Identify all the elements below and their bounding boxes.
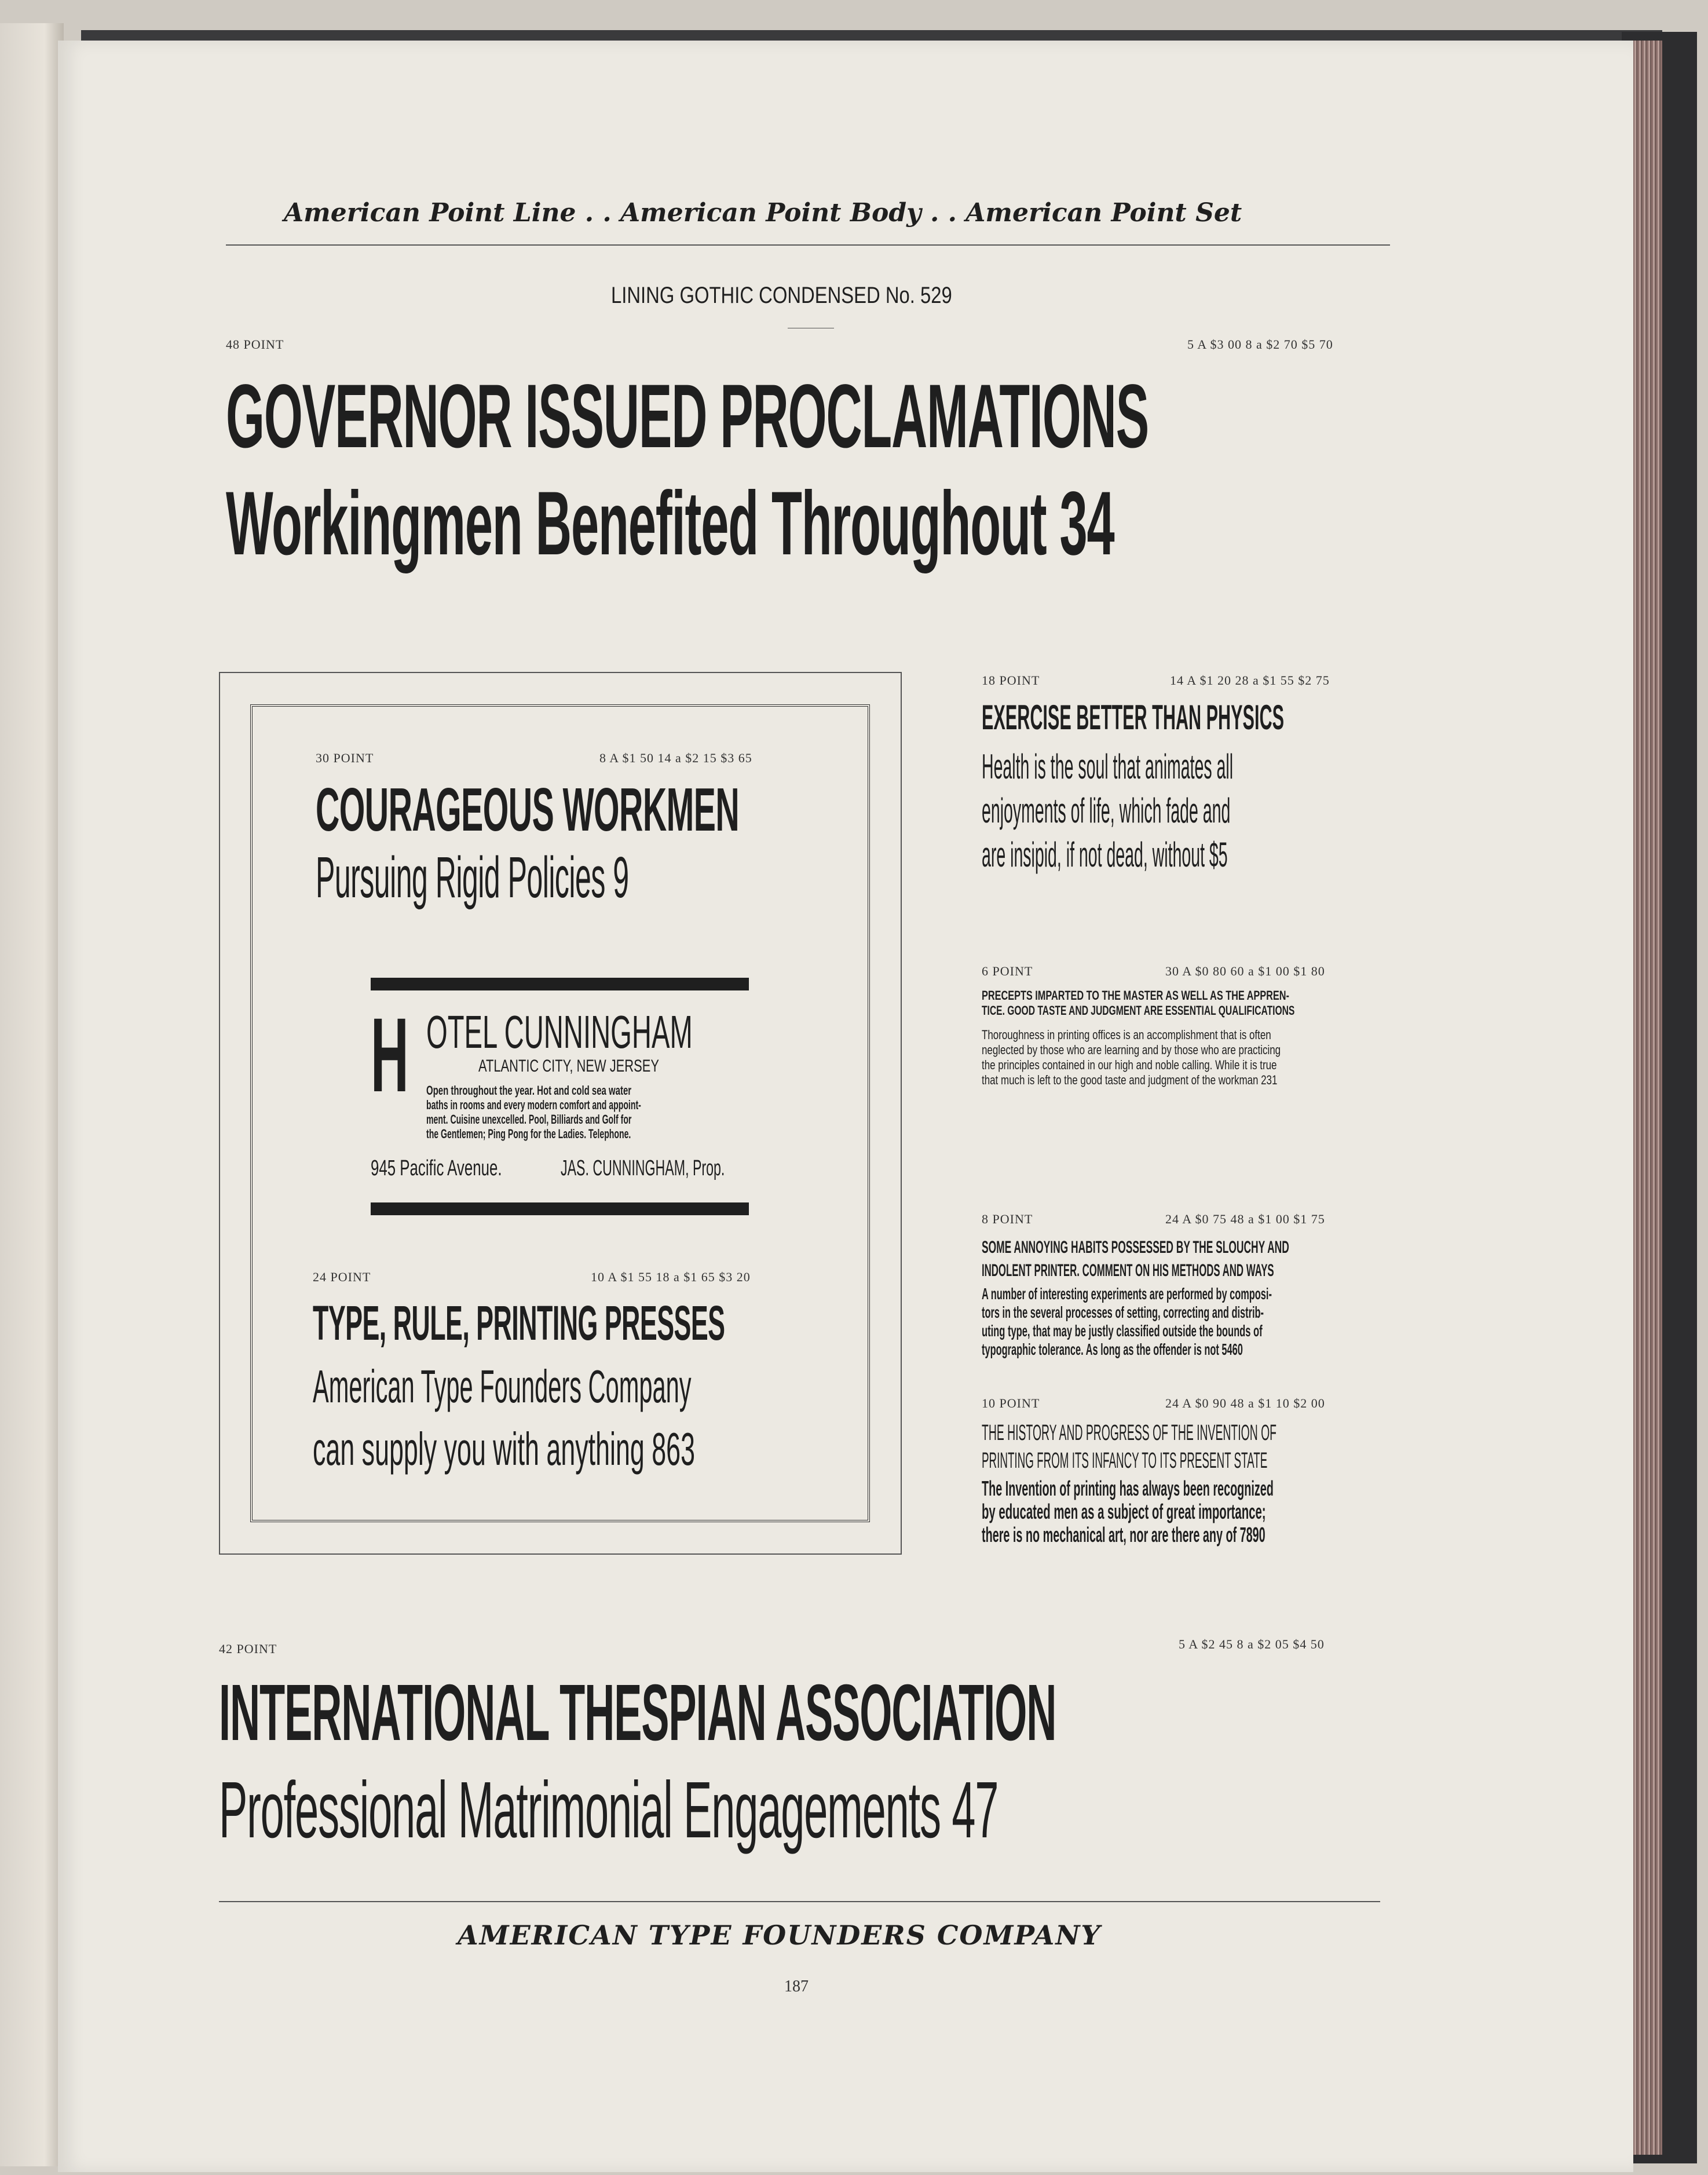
box30-line2 (316, 845, 942, 908)
right8-line: typographic tolerance. As long as the offender is not 5460 (982, 1340, 1243, 1358)
hotel-initial-letter: H (371, 996, 409, 1114)
hotel-name-text: OTEL CUNNINGHAM (426, 1006, 693, 1058)
point-size-18: 18 POINT (982, 673, 1040, 688)
headline-48-line2-text: Workingmen Benefited Throughout 34 (226, 473, 1114, 574)
right8-line: tors in the several processes of setting, correcting and distrib- (982, 1303, 1264, 1321)
hotel-proprietor (561, 1156, 830, 1181)
box30-line2-text: Pursuing Rigid Policies 9 (316, 845, 629, 910)
headline-48-line1 (226, 365, 1396, 467)
right10-caps-line: PRINTING FROM ITS INFANCY TO ITS PRESENT STATE (982, 1449, 1268, 1473)
hotel-address (371, 1156, 564, 1181)
price-48: 5 A $3 00 8 a $2 70 $5 70 (1187, 337, 1333, 352)
headline-48-line1-text: GOVERNOR ISSUED PROCLAMATIONS (226, 366, 1149, 467)
headline-42-line2-text: Professional Matrimonial Engagements 47 (219, 1765, 999, 1855)
hotel-body (426, 1083, 751, 1141)
hotel-initial (371, 996, 409, 1114)
right6-caps-line: TICE. GOOD TASTE AND JUDGMENT ARE ESSENTIAL QUALIFICATIONS (982, 1003, 1295, 1018)
hotel-location-text: ATLANTIC CITY, NEW JERSEY (478, 1057, 659, 1076)
right10-caps (982, 1419, 1560, 1475)
headline-42-line2 (219, 1764, 1676, 1855)
hotel-body-line: ment. Cuisine unexcelled. Pool, Billiards and Golf for (426, 1112, 632, 1127)
price-18: 14 A $1 20 28 a $1 55 $2 75 (1170, 673, 1330, 688)
right6-caps-line: PRECEPTS IMPARTED TO THE MASTER AS WELL AS THE APPREN- (982, 988, 1289, 1003)
point-size-8: 8 POINT (982, 1212, 1033, 1226)
right18-line: enjoyments of life, which fade and (982, 791, 1231, 830)
right6-body (982, 1028, 1370, 1088)
box24-line1-text: TYPE, RULE, PRINTING PRESSES (313, 1296, 725, 1350)
right8-caps-line: INDOLENT PRINTER. COMMENT ON HIS METHODS AND WAYS (982, 1261, 1274, 1280)
right6-caps (982, 988, 1422, 1018)
hotel-bottom-bar (371, 1202, 749, 1215)
right8-caps (982, 1236, 1512, 1282)
point-size-48: 48 POINT (226, 337, 284, 352)
box24-line1 (313, 1295, 1086, 1350)
right10-line: by educated men as a subject of great importance; (982, 1500, 1266, 1523)
right10-body (982, 1477, 1512, 1547)
previous-page-edge (0, 23, 64, 2166)
right18-head-text: EXERCISE BETTER THAN PHYSICS (982, 698, 1284, 737)
right6-line: neglected by those who are learning and by those who are practicing (982, 1043, 1281, 1057)
right8-line: A number of interesting experiments are performed by composi- (982, 1285, 1272, 1303)
hotel-body-line: baths in rooms and every modern comfort and appoint- (426, 1098, 641, 1112)
page-number: 187 (784, 1977, 809, 1995)
right18-head (982, 697, 1575, 737)
headline-48-line2 (226, 472, 1396, 574)
box24-line2-text: American Type Founders Company (313, 1361, 692, 1412)
page (58, 41, 1633, 2172)
right18-line: are insipid, if not dead, without $5 (982, 835, 1228, 874)
box24-line2 (313, 1360, 1041, 1412)
right6-line: the principles contained in our high and noble calling. While it is true (982, 1058, 1277, 1072)
hotel-body-line: Open throughout the year. Hot and cold sea water (426, 1083, 632, 1098)
hotel-address-text: 945 Pacific Avenue. (371, 1156, 502, 1180)
headline-42-line1 (219, 1667, 1708, 1757)
hotel-proprietor-text: JAS. CUNNINGHAM, Prop. (561, 1156, 725, 1180)
right6-line: that much is left to the good taste and judgment of the workman 231 (982, 1073, 1278, 1087)
price-42: 5 A $2 45 8 a $2 05 $4 50 (1179, 1637, 1325, 1651)
right10-caps-line: THE HISTORY AND PROGRESS OF THE INVENTION OF (982, 1421, 1277, 1445)
point-size-42: 42 POINT (219, 1642, 277, 1656)
footer-company: AMERICAN TYPE FOUNDERS COMPANY (458, 1920, 1102, 1951)
right8-body (982, 1285, 1477, 1359)
specimen-title (611, 283, 1027, 317)
price-24: 10 A $1 55 18 a $1 65 $3 20 (591, 1270, 751, 1284)
running-header: American Point Line . . American Point Body . . American Point Set (284, 198, 1242, 228)
box24-line3 (313, 1423, 996, 1475)
right10-line: there is no mechanical art, nor are there any of 7890 (982, 1523, 1266, 1547)
hotel-location (478, 1057, 726, 1076)
box24-line3-text: can supply you with anything 863 (313, 1423, 695, 1475)
specimen-title-text: LINING GOTHIC CONDENSED No. 529 (611, 283, 952, 308)
price-10: 24 A $0 90 48 a $1 10 $2 00 (1165, 1396, 1325, 1410)
right18-body (982, 745, 1511, 877)
price-8: 24 A $0 75 48 a $1 00 $1 75 (1165, 1212, 1325, 1226)
point-size-6: 6 POINT (982, 964, 1033, 978)
box30-line1-text: COURAGEOUS WORKMEN (316, 776, 740, 844)
footer-rule (219, 1901, 1380, 1902)
right18-line: Health is the soul that animates all (982, 747, 1234, 786)
hotel-top-bar (371, 978, 749, 990)
price-30: 8 A $1 50 14 a $2 15 $3 65 (599, 751, 752, 765)
right10-line: The Invention of printing has always been recognized (982, 1476, 1274, 1500)
price-6: 30 A $0 80 60 a $1 00 $1 80 (1165, 964, 1325, 978)
right8-caps-line: SOME ANNOYING HABITS POSSESSED BY THE SLOUCHY AND (982, 1238, 1289, 1257)
right6-line: Thoroughness in printing offices is an accomplishment that is often (982, 1028, 1271, 1042)
hotel-name (426, 1006, 877, 1058)
hotel-body-line: the Gentlemen; Ping Pong for the Ladies. Telephone. (426, 1127, 631, 1141)
right8-line: uting type, that may be justly classified outside the bounds of (982, 1322, 1263, 1340)
point-size-24: 24 POINT (313, 1270, 371, 1284)
headline-42-line1-text: INTERNATIONAL THESPIAN ASSOCIATION (219, 1668, 1056, 1757)
point-size-10: 10 POINT (982, 1396, 1040, 1410)
point-size-30: 30 POINT (316, 751, 374, 765)
header-rule (226, 244, 1390, 246)
